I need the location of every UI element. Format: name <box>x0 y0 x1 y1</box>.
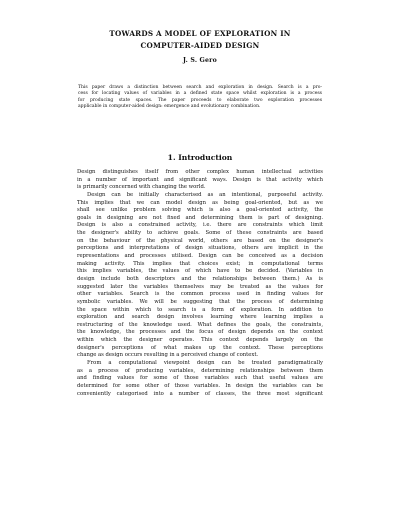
paper-title-line-2: COMPUTER-AIDED DESIGN <box>140 41 260 50</box>
abstract-line: for producing state spaces. The paper proceeds to elaborate two exploration processes <box>78 97 322 103</box>
body-line: in a number of important and significant ways. Design is that activity which <box>77 176 323 183</box>
body-line: This implies that we can model design as being goal-oriented, but as we <box>77 199 323 206</box>
body-line: perceptions and interpretations of design situations, others are implicit in the <box>77 245 323 252</box>
body-line: determined for some other of those variables. In design the variables can be <box>77 382 323 389</box>
body-line: the knowledge, the processes and the focus of design depends on the context <box>77 329 323 336</box>
paragraph-3 <box>77 360 323 398</box>
body-line: and finding values for some of those variables such that useful values are <box>77 375 323 382</box>
body-line: symbolic variables. We will be suggesting that the process of determining <box>77 298 323 305</box>
abstract-line: This paper draws a distinction between search and exploration in design. Search is a pro- <box>78 85 322 90</box>
body-line: the designer's ability to achieve goals. Some of these constraints are based <box>77 230 323 237</box>
body-line: Design is also a constrained activity, i.e. there are constraints which limit <box>77 222 323 229</box>
abstract-text <box>78 85 322 111</box>
body-line: representations and processes utilised. Design can be conceived as a decision <box>77 253 323 260</box>
paper-author: J. S. Gero <box>183 57 217 64</box>
body-line: exploration and search design involves learning where learning implies a <box>77 314 323 321</box>
paragraph-2 <box>77 192 323 360</box>
body-line: the space within which to search is a form of exploration. In addition to <box>77 306 323 313</box>
body-line: goals in designing are not fixed and determining them is part of designing. <box>77 214 323 221</box>
body-line: conveniently categorised into a number of classes, the three most significant <box>77 390 323 397</box>
body-line: this implies variables, the values of which have to be decided. (Variables in <box>77 268 323 275</box>
body-line: Design can be initially characterised as an intentional, purposeful activity. <box>87 191 323 198</box>
paragraph-1 <box>77 169 323 192</box>
abstract-line: cess for locating values of variables in a defined state space whilst exploration is a process <box>78 91 322 97</box>
body-line: From a computational viewpoint design can be treated paradigmatically <box>87 360 323 367</box>
body-line: change as design occurs resulting in a perceived change of context. <box>77 352 259 359</box>
body-line: shall see unlike problem solving which is also a goal-oriented activity, the <box>77 207 323 214</box>
body-line: design include both descriptors and the relationships between them.) As is <box>77 275 323 282</box>
body-line: restructuring of the knowledge used. What defines the goals, the constraints, <box>77 321 323 328</box>
body-line: designer's perceptions of what makes up the context. These perceptions <box>77 344 323 351</box>
body-line: is primarily concerned with changing the world. <box>77 184 206 191</box>
section-heading: 1. Introduction <box>167 153 233 162</box>
body-line: suggested later the variables themselves may be treated as the values for <box>77 283 323 290</box>
body-line: Design distinguishes itself from other complex human intellectual activities <box>77 169 323 175</box>
paper-title-line-1: TOWARDS A MODEL OF EXPLORATION IN <box>109 29 291 38</box>
body-text <box>77 169 323 398</box>
body-line: making activity. This implies that choices exist; in computational terms <box>77 260 323 267</box>
abstract-line: applicable in computer-aided design: emergence and evolutionary combination. <box>78 104 261 110</box>
abstract <box>78 85 322 111</box>
body-line: on the behaviour of the physical world, others are based on the designer's <box>77 237 323 244</box>
body-line: other variables. Search is the common process used in finding values for <box>77 291 323 298</box>
body-line: as a process of producing variables, determining relationships between them <box>77 367 323 374</box>
body-line: within which the designer operates. This context depends largely on the <box>77 337 323 344</box>
